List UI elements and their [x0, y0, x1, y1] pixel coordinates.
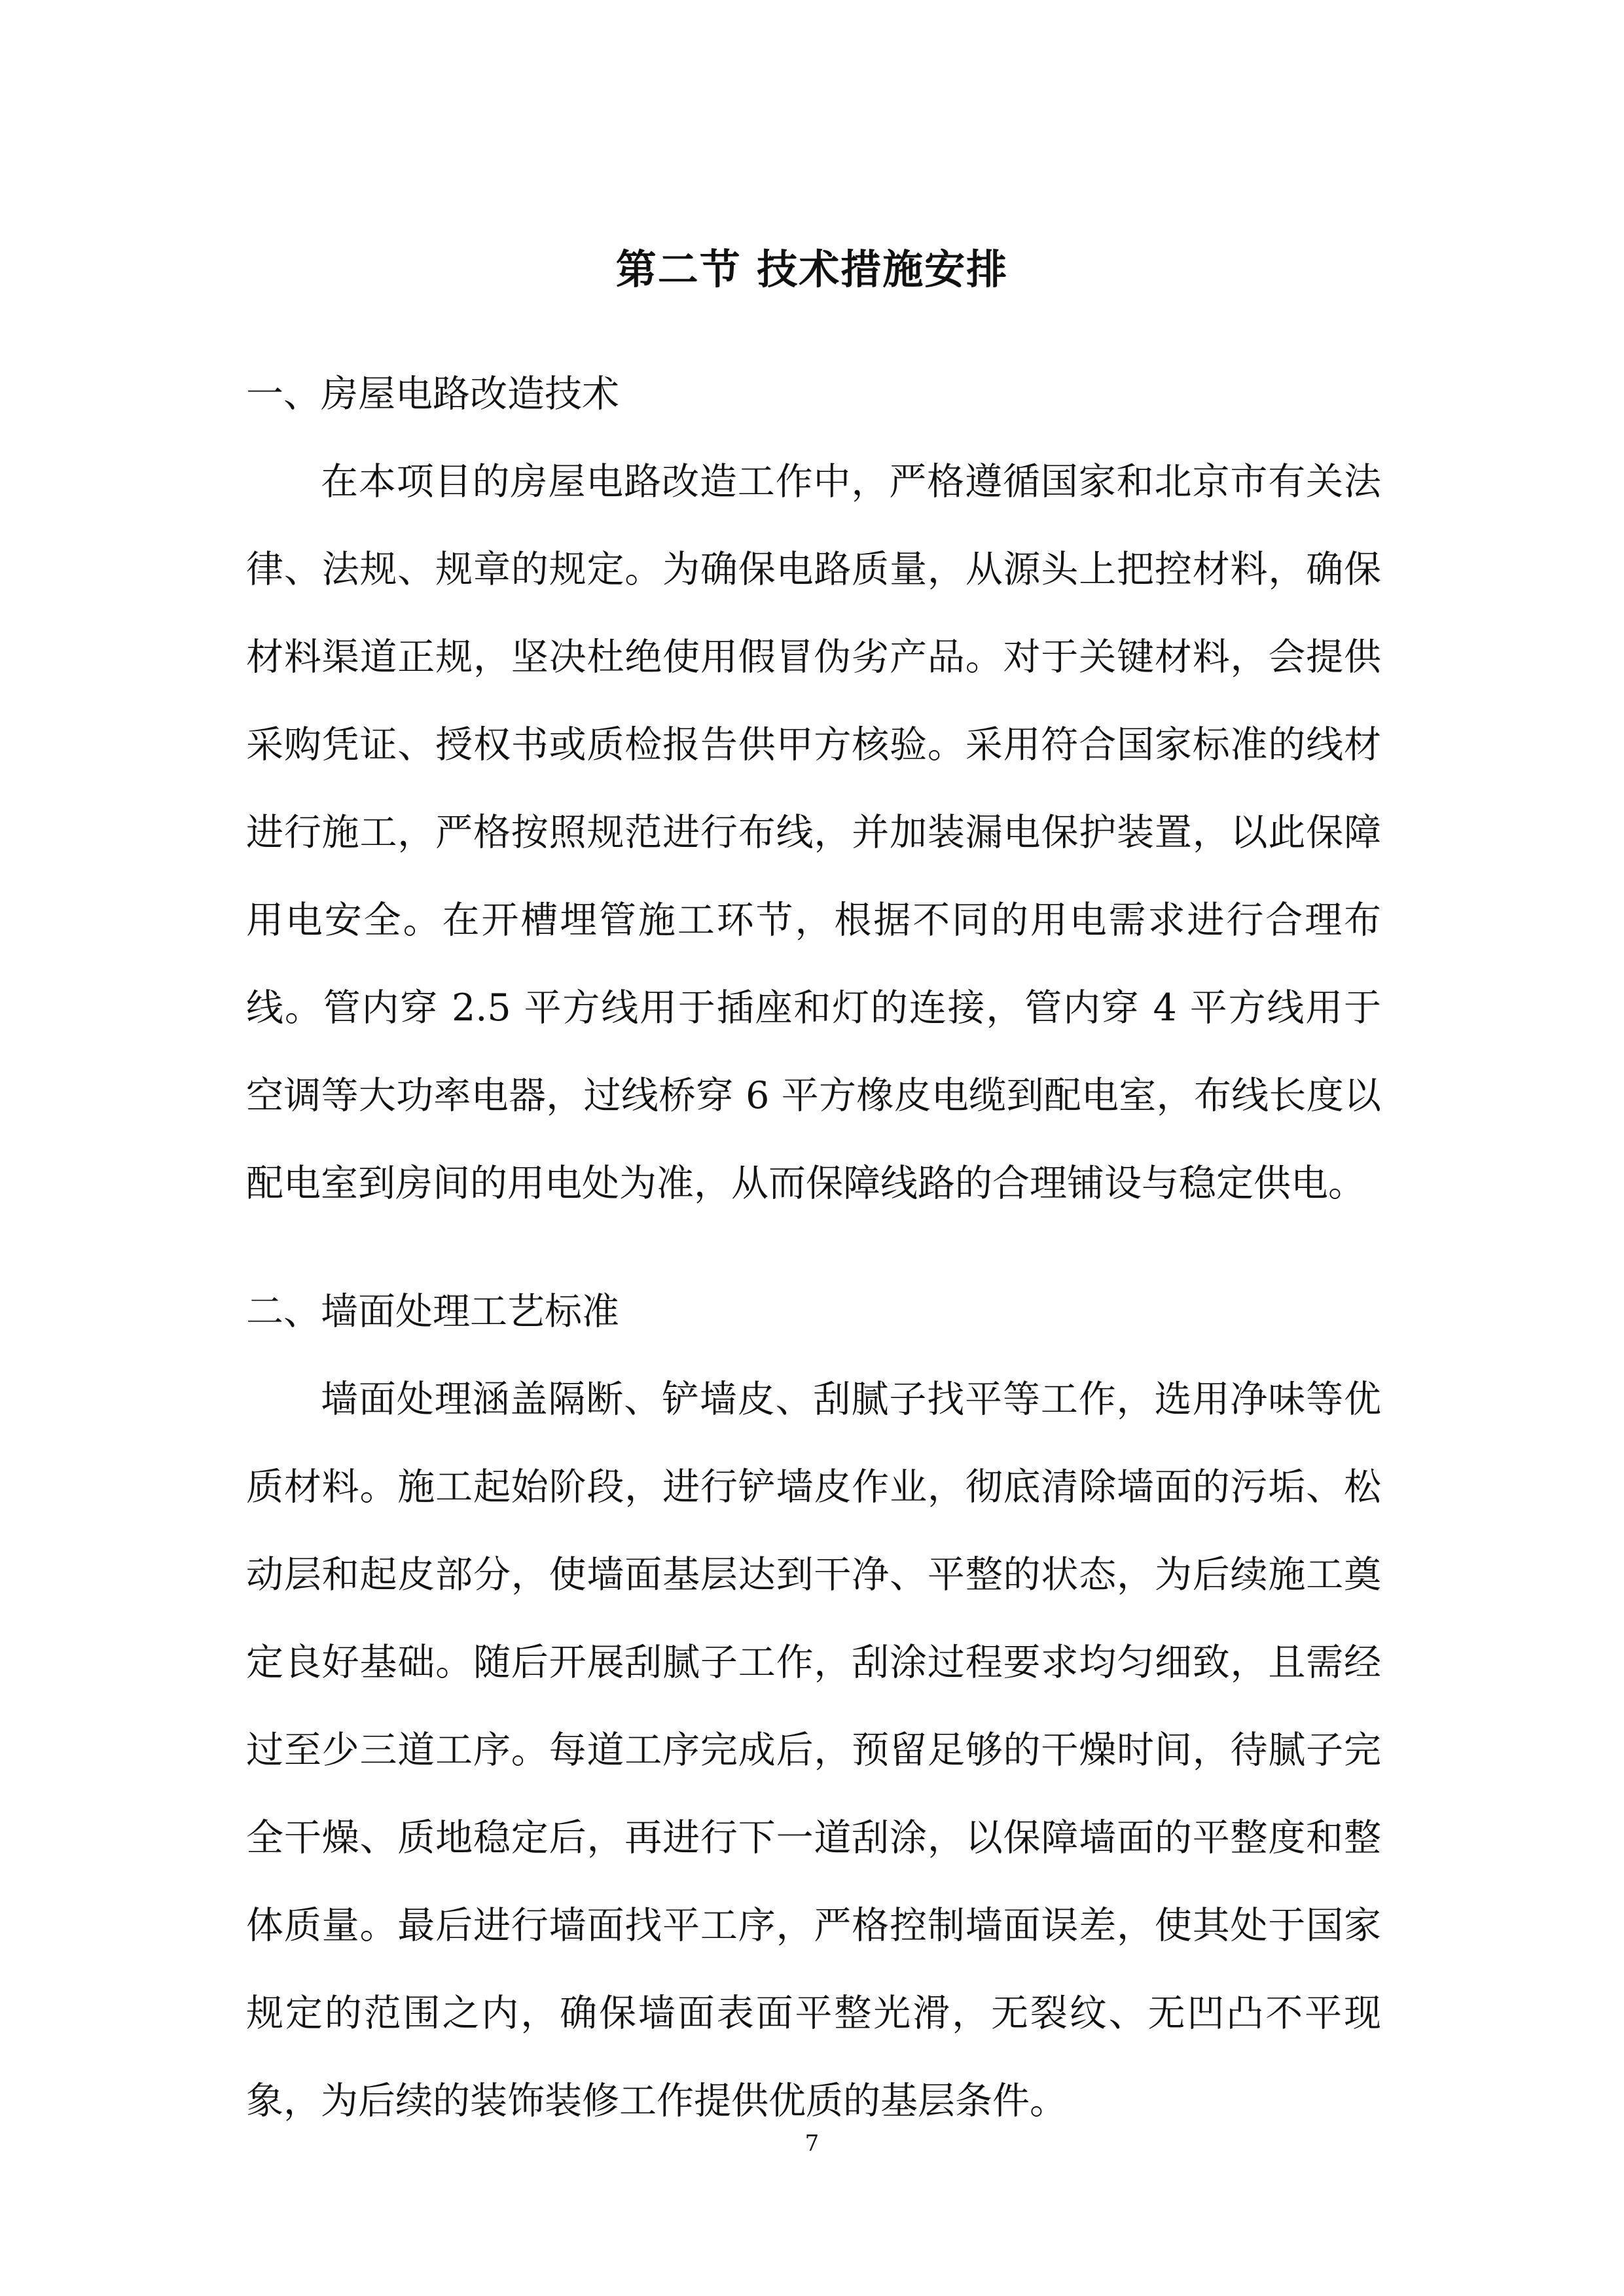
section-title: 第二节 技术措施安排: [615, 245, 1009, 293]
section-wall-treatment: [246, 1268, 1381, 2145]
section-heading-electrical: 一、房屋电路改造技术: [246, 372, 619, 416]
section-paragraph-electrical: 在本项目的房屋电路改造工作中，严格遵循国家和北京市有关法律、法规、规章的规定。为确保电路质量，从源头上把控材料，确保材料渠道正规，坚决杜绝使用假冒伪劣产品。对于关键材料，会提供采购凭证、授权书或质检报告供甲方核验。采用符合国家标准的线材进行施工，严格按照规范进行布线，并加装漏电保护装置，以此保障用电安全。在开槽埋管施工环节，根据不同的用电需求进行合理布线。管内穿 2.5 平方线用于插座和灯的连接，管内穿 4 平方线用于空调等大功率电器，过线桥穿 6 平方橡皮电缆到配电室，布线长度以配电室到房间的用电处为准，从而保障线路的合理铺设与稳定供电。: [246, 460, 1381, 1205]
section-paragraph-wall: 墙面处理涵盖隔断、铲墙皮、刮腻子找平等工作，选用净味等优质材料。施工起始阶段，进行铲墙皮作业，彻底清除墙面的污垢、松动层和起皮部分，使墙面基层达到干净、平整的状态，为后续施工奠定良好基础。随后开展刮腻子工作，刮涂过程要求均匀细致，且需经过至少三道工序。每道工序完成后，预留足够的干燥时间，待腻子完全干燥、质地稳定后，再进行下一道刮涂，以保障墙面的平整度和整体质量。最后进行墙面找平工序，严格控制墙面误差，使其处于国家规定的范围之内，确保墙面表面平整光滑，无裂纹、无凹凸不平现象，为后续的装饰装修工作提供优质的基层条件。: [246, 1378, 1381, 2123]
section-heading-wall: 二、墙面处理工艺标准: [246, 1290, 619, 1333]
page-number: 7: [804, 2130, 820, 2157]
section-electrical-renovation: [246, 350, 1381, 1227]
